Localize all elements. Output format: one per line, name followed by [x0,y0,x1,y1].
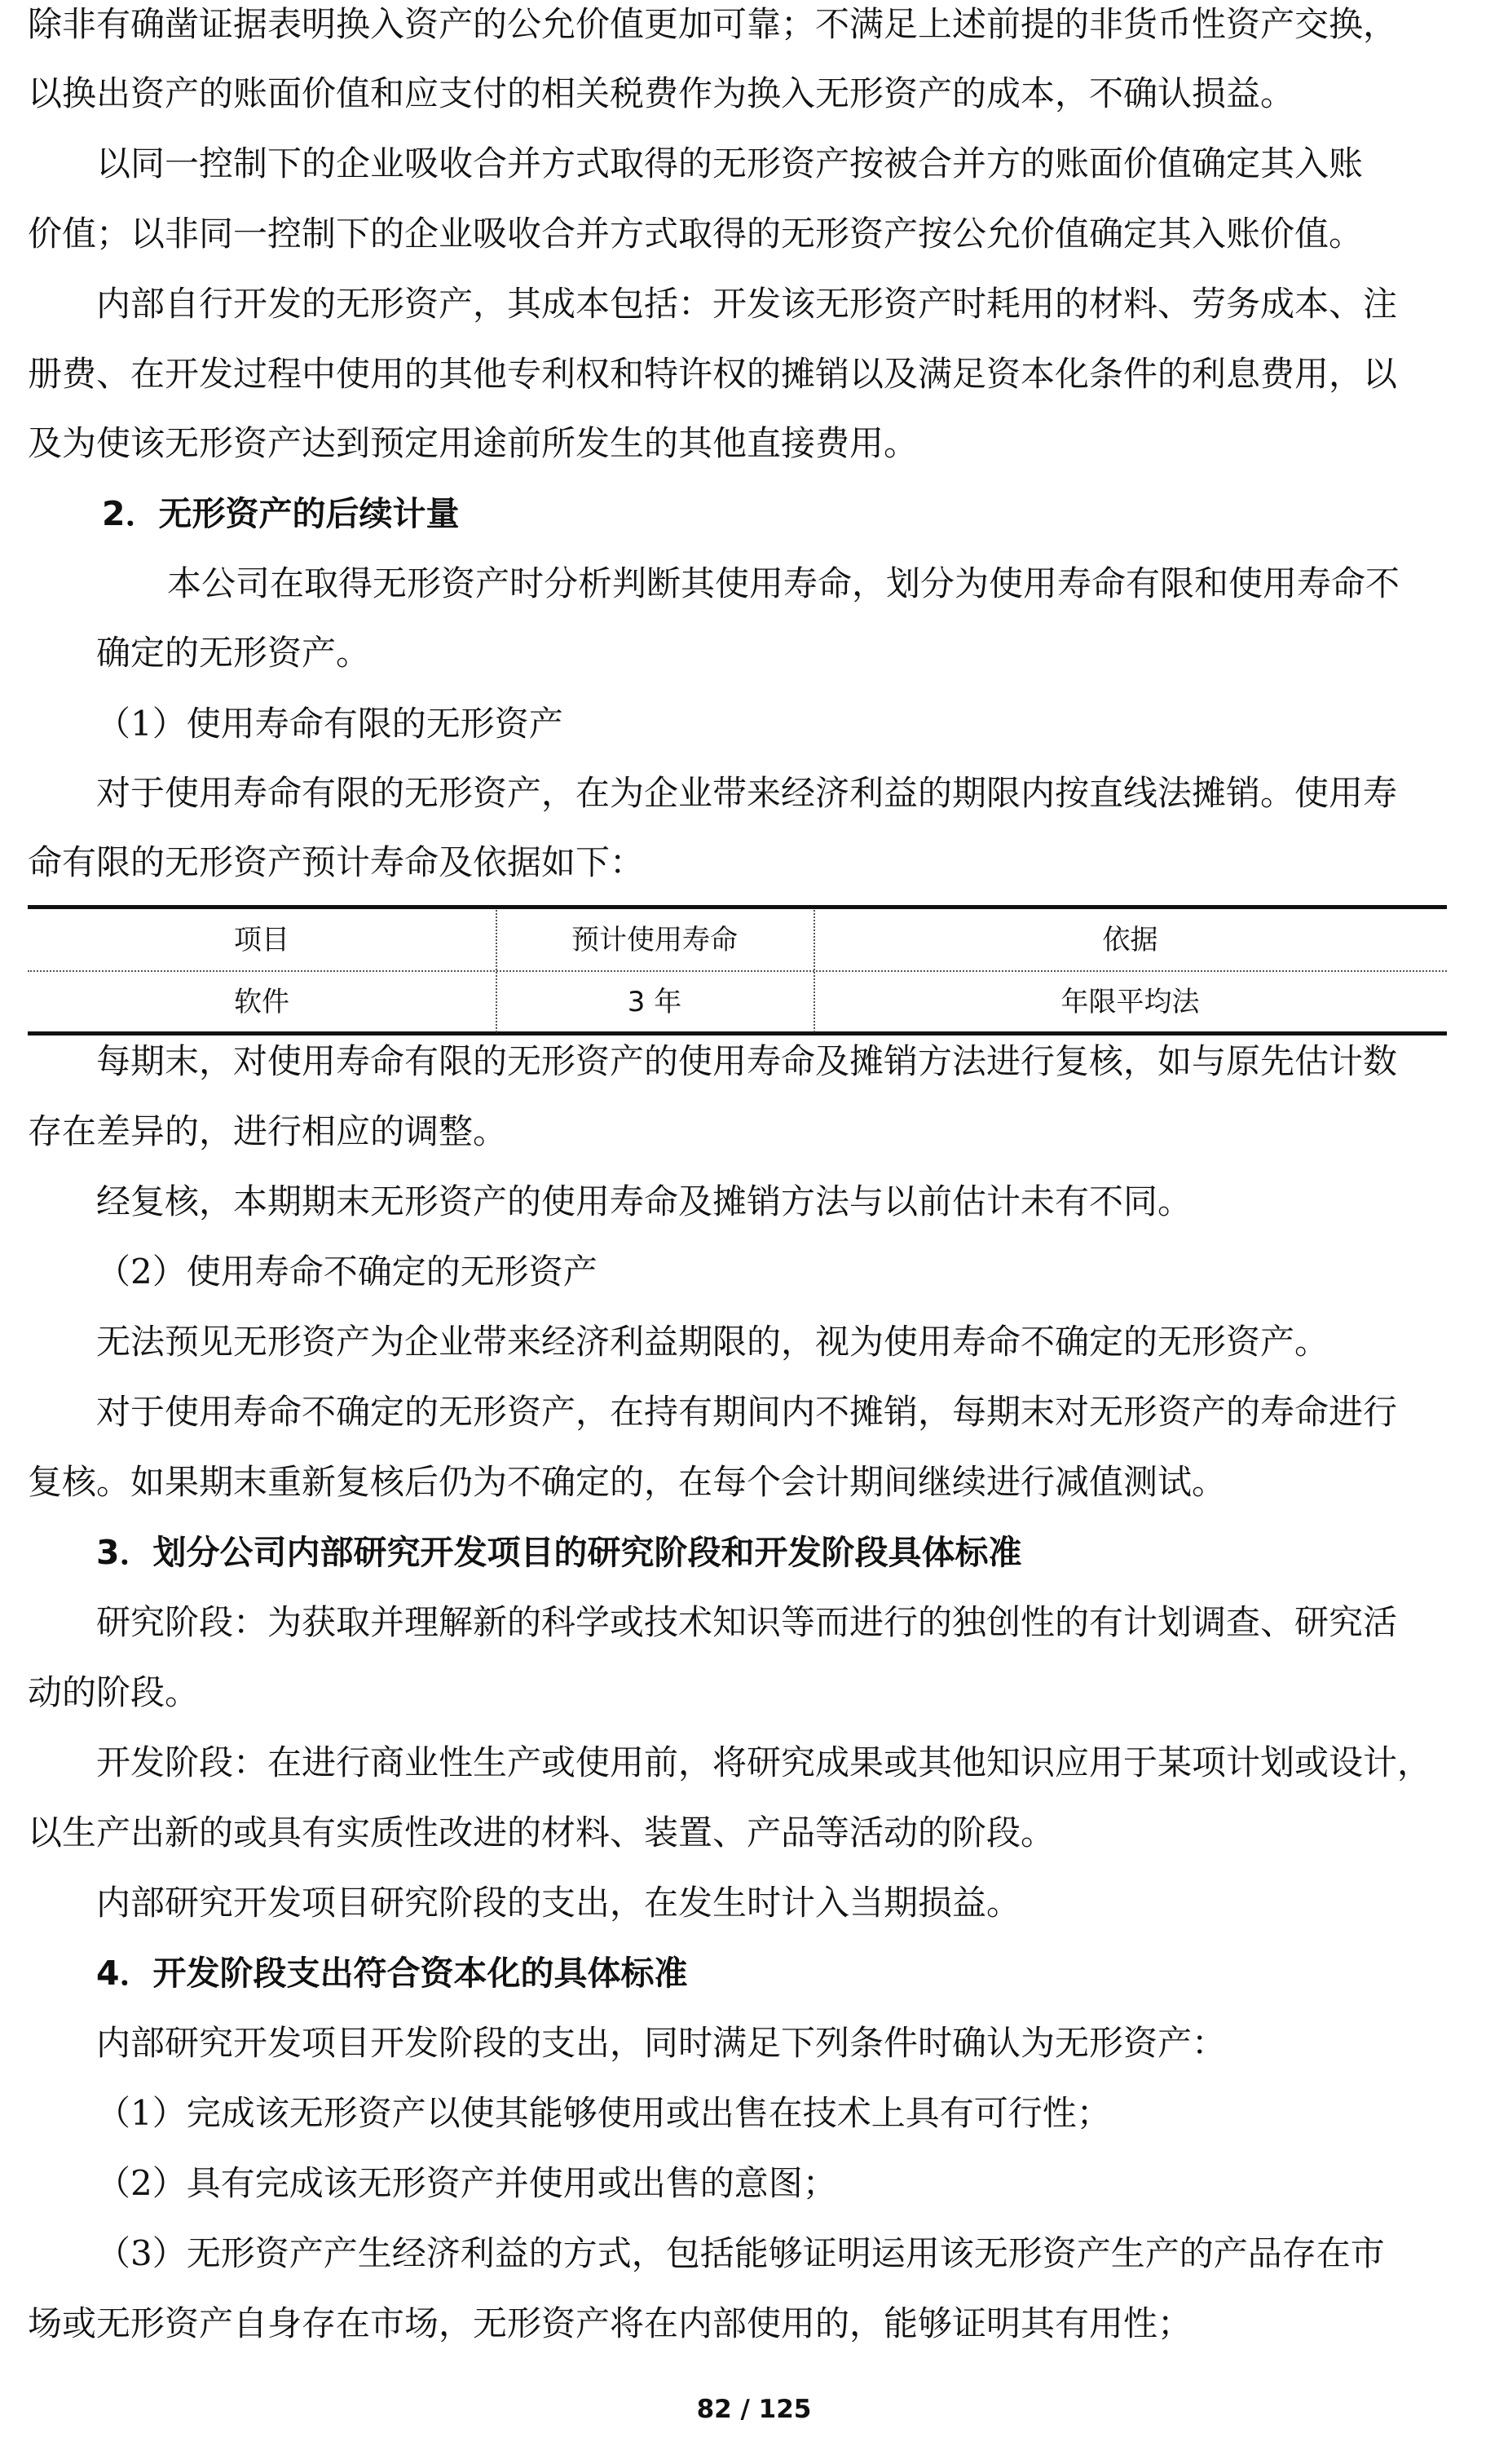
table-top-rule [28,905,1447,909]
list-item: （1）完成该无形资产以使其能够使用或出售在技术上具有可行性； [96,2093,1111,2133]
section-heading: 2．无形资产的后续计量 [102,494,460,533]
paragraph-line: 以同一控制下的企业吸收合并方式取得的无形资产按被合并方的账面价值确定其入账 [96,144,1364,183]
paragraph-line: 经复核，本期期末无形资产的使用寿命及摊销方法与以前估计未有不同。 [96,1181,1193,1221]
paragraph-line: 确定的无形资产。 [96,633,371,673]
paragraph-line: 内部研究开发项目开发阶段的支出，同时满足下列条件时确认为无形资产： [96,2023,1227,2063]
paragraph-line: 每期末，对使用寿命有限的无形资产的使用寿命及摊销方法进行复核，如与原先估计数 [96,1041,1398,1081]
paragraph-line: 命有限的无形资产预计寿命及依据如下： [28,842,645,882]
paragraph-line: 无法预见无形资产为企业带来经济利益期限的，视为使用寿命不确定的无形资产。 [96,1322,1329,1362]
list-item: 场或无形资产自身存在市场，无形资产将在内部使用的，能够证明其有用性； [28,2303,1193,2343]
table-cell: 软件 [234,986,289,1018]
paragraph-line: 内部自行开发的无形资产，其成本包括：开发该无形资产时耗用的材料、劳务成本、注 [96,284,1398,324]
table-header-cell: 预计使用寿命 [571,924,738,956]
paragraph-line: 动的阶段。 [28,1672,200,1712]
table-header-cell: 项目 [234,924,289,956]
section-heading: 4．开发阶段支出符合资本化的具体标准 [96,1954,688,1993]
paragraph-line: 以生产出新的或具有实质性改进的材料、装置、产品等活动的阶段。 [28,1813,1056,1852]
paragraph-line: 除非有确凿证据表明换入资产的公允价值更加可靠；不满足上述前提的非货币性资产交换， [28,4,1398,44]
page-number: 82 / 125 [696,2395,812,2424]
section-heading: 3．划分公司内部研究开发项目的研究阶段和开发阶段具体标准 [96,1533,1022,1572]
paragraph-line: 对于使用寿命不确定的无形资产，在持有期间内不摊销，每期末对无形资产的寿命进行 [96,1392,1398,1432]
paragraph-line: 以换出资产的账面价值和应支付的相关税费作为换入无形资产的成本，不确认损益。 [28,73,1295,113]
paragraph-line: 本公司在取得无形资产时分析判断其使用寿命，划分为使用寿命有限和使用寿命不 [167,563,1400,603]
subsection-title: （1）使用寿命有限的无形资产 [96,704,563,744]
subsection-title: （2）使用寿命不确定的无形资产 [96,1252,597,1292]
paragraph-line: 价值；以非同一控制下的企业吸收合并方式取得的无形资产按公允价值确定其入账价值。 [28,214,1364,254]
list-item: （2）具有完成该无形资产并使用或出售的意图； [96,2163,837,2203]
paragraph-line: 存在差异的，进行相应的调整。 [28,1111,508,1151]
paragraph-line: 复核。如果期末重新复核后仍为不确定的，在每个会计期间继续进行减值测试。 [28,1462,1227,1502]
table-header-cell: 依据 [1102,924,1158,956]
paragraph-line: 内部研究开发项目研究阶段的支出，在发生时计入当期损益。 [96,1883,1021,1923]
table-cell: 年限平均法 [1060,986,1200,1018]
paragraph-line: 对于使用寿命有限的无形资产，在为企业带来经济利益的期限内按直线法摊销。使用寿 [96,773,1398,813]
paragraph-line: 开发阶段：在进行商业性生产或使用前，将研究成果或其他知识应用于某项计划或设计， [96,1742,1432,1782]
paragraph-line: 研究阶段：为获取并理解新的科学或技术知识等而进行的独创性的有计划调查、研究活 [96,1602,1398,1642]
paragraph-line: 及为使该无形资产达到预定用途前所发生的其他直接费用。 [28,423,919,463]
paragraph-line: 册费、在开发过程中使用的其他专利权和特许权的摊销以及满足资本化条件的利息费用，以 [28,354,1398,394]
table-cell: 3 年 [627,986,682,1018]
list-item: （3）无形资产产生经济利益的方式，包括能够证明运用该无形资产生产的产品存在市 [96,2233,1385,2273]
